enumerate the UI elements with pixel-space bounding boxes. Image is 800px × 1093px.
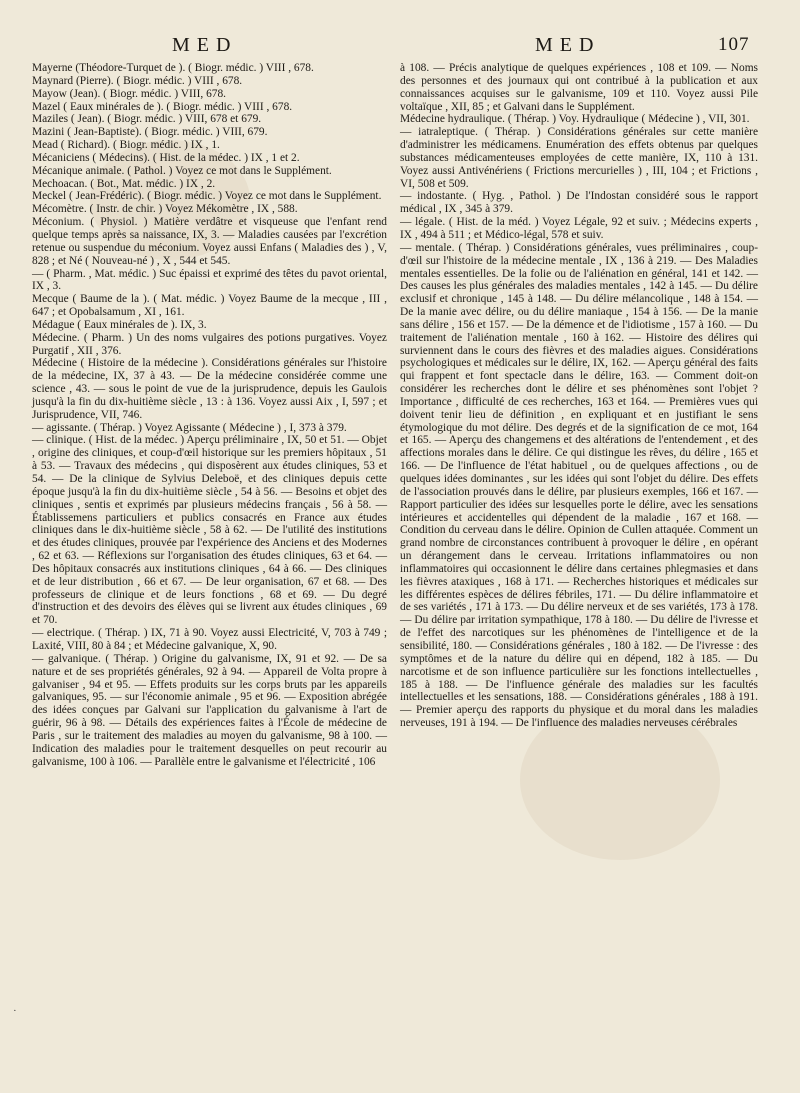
index-entry: Médecine ( Histoire de la médecine ). Considérations générales sur l'histoire de la médecine, IX, 37 à 43. — De la médecine considérée comme une science , 43. — sous le point de vue de la jurisprudence, depuis les Gaulois jusqu'à la fin du dix-huitième siècle , 13 : à 136. Voyez aussi Aix , I, 597 ; et Jurisprudence, VII, 746. (32, 357, 387, 421)
running-head-right: MED (535, 34, 601, 56)
index-entry: Mecque ( Baume de la ). ( Mat. médic. ) Voyez Baume de la mecque , III , 647 ; et Opobalsamum , XI , 161. (32, 293, 387, 319)
index-entry: — agissante. ( Thérap. ) Voyez Agissante ( Médecine ) , I, 373 à 379. (32, 421, 347, 434)
index-entry: Mécomètre. ( Instr. de chir. ) Voyez Mékomètre , IX , 588. (32, 203, 298, 216)
index-entry: — ( Pharm. , Mat. médic. ) Suc épaissi et exprimé des têtes du pavot oriental, IX , 3. (32, 267, 387, 293)
index-entry: Mécanique animale. ( Pathol. ) Voyez ce mot dans le Supplément. (32, 164, 332, 177)
index-entry: — clinique. ( Hist. de la médec. ) Aperçu préliminaire , IX, 50 et 51. — Objet , origine des cliniques, et coup-d'œil historique sur les premiers hôpitaux , 51 à 53. — Travaux des médecins , qui disposèrent aux études cliniques, 53 et 54. — De la clinique de Sylvius Deleboë, et des cliniques depuis cette époque jusqu'à la fin du dix-huitième siècle , 54 à 56. — Besoins et objet des cliniques , sentis et exprimés par plusieurs médecins français , 56 à 58. — Établissemens particuliers et publics consacrés en France aux études cliniques dans le dix-huitième siècle , 58 à 62. — De l'utilité des institutions et des études cliniques, prouvée par l'expérience des Anciens et des Modernes , 62 et 63. — Réflexions sur l'organisation des études cliniques, 63 et 64. — Des hôpitaux consacrés aux institutions cliniques , 64 à 66. — Des cliniques et de leur distribution , 66 et 67. — De leur organisation, 67 et 68. — Des professeurs de clinique et de leurs fonctions , 68 et 69. — Du degré d'instruction et des devoirs des élèves qui se livrent aux études cliniques , 69 et 70. (32, 434, 387, 627)
index-entry: Mazel ( Eaux minérales de ). ( Biogr. médic. ) VIII , 678. (32, 100, 293, 113)
running-head-left: MED (172, 34, 238, 56)
index-entry: Meckel ( Jean-Frédéric). ( Biogr. médic. ) Voyez ce mot dans le Supplément. (32, 190, 382, 203)
index-entry: Mécaniciens ( Médecins). ( Hist. de la médec. ) IX , 1 et 2. (32, 151, 300, 164)
index-column-left (32, 62, 387, 768)
index-entry: Mayerne (Théodore-Turquet de ). ( Biogr. médic. ) VIII , 678. (32, 62, 314, 74)
index-entry: — mentale. ( Thérap. ) Considérations générales, vues préliminaires , coup-d'œil sur l'histoire de la médecine mentale , IX , 136 à 219. — Des Maladies mentales essentielles. De la folie ou de l'aliénation en général, 141 et 142. — Des causes les plus générales des maladies mentales , 142 à 145. — Du délire exclusif et chronique , 145 à 148. — Du délire mélancolique , 148 à 154. — De la manie avec délire, ou du délire maniaque , 154 à 156. — De la manie sans délire , 156 et 157. — De la démence et de l'idiotisme , 157 à 160. — Du traitement de l'aliénation mentale , 160 à 162. — Histoire des délires qui surviennent dans le cours des fièvres et des maladies aigues. Considérations psychologiques et médicales sur le délire, IX, 162. — Aperçu général des faits qui frappent et font spectacle dans le délire, 163. — Comment doit-on considérer les recherches dont le délire et ses phénomènes sont l'objet ? Importance , difficulté de ces recherches, 163 et 164. — Premières vues qui doivent tenir lieu de définition , en expliquant et en justifiant le sens étymologique du mot délire. Des degrés et de la signification de ce mot, 164 et 165. — Aperçu des changemens et des altérations de l'entendement , et des affections morales dans le délire. Ce qui distingue les rêves, du délire , 165 et 166. — De l'influence de l'état habituel , ou de quelques affections , ou de quelques idées dominantes , sur les idées qui sont l'objet du délire. Des effets de l'association prouvés dans le délire, par plusieurs exemples, 166 et 167. — Rapport particulier des idées sur lesquelles porte le délire, avec les sensations intérieures et accidentelles qui dépendent de la maladie , 167 et 168. — Condition du cerveau dans le délire. Opinion de Cullen attaquée. Comment un grand nombre de circonstances contribuent à provoquer le délire , en opérant un dérangement dans le cerveau. Irritations inflammatoires ou non inflammatoires qui occasionnent le délire dans certaines phlegmasies et dans les fièvres ataxiques , 168 à 171. — Recherches historiques et médicales sur les différentes espèces de délires fébriles, 171. — Du délire inflammatoire et de ses variétés , 171 à 173. — Du délire nerveux et de ses variétés, 173 à 178. — Du délire par irritation sympathique, 178 à 180. — Du délire de l'ivresse et de l'effet des narcotiques sur les phénomènes de l'intelligence et de la sensibilité, 180. — Considérations générales , 180 à 182. — De l'ivresse : des symptômes et de la nature du délire qui en dépend, 182 à 185. — Du narcotisme et de son influence particulière sur les fonctions intellectuelles , 185 à 188. — De l'influence générale des maladies sur les facultés intellectuelles et les sensations, 188. — Considérations générales , 188 à 191. — Premier aperçu des rapports du physique et du moral dans les maladies nerveuses, 191 à 194. — De l'influence des maladies nerveuses cérébrales (400, 241, 758, 730)
running-head (0, 34, 800, 64)
margin-dot: · (13, 1005, 17, 1017)
index-entry: Maynard (Pierre). ( Biogr. médic. ) VIII , 678. (32, 74, 243, 87)
index-entry: Mechoacan. ( Bot., Mat. médic. ) IX , 2. (32, 177, 216, 190)
index-column-right (400, 62, 758, 730)
index-entry: — légale. ( Hist. de la méd. ) Voyez Légale, 92 et suiv. ; Médecins experts , IX , 494 à 511 ; et Médico-légal, 578 et suiv. (400, 216, 758, 241)
index-entry: à 108. — Précis analytique de quelques expériences , 108 et 109. — Noms des personnes et des journaux qui ont contribué à la publication et aux connaissances acquises sur le galvanisme, 109 et 110. Voyez aussi Pile voltaïque , XII, 85 ; et Galvani dans le Supplément. (400, 62, 758, 113)
index-entry: — indostante. ( Hyg. , Pathol. ) De l'Indostan considéré sous le rapport médical , IX , 345 à 379. (400, 190, 758, 216)
index-entry: Médecine. ( Pharm. ) Un des noms vulgaires des potions purgatives. Voyez Purgatif , XII , 376. (32, 331, 387, 357)
index-entry: — electrique. ( Thérap. ) IX, 71 à 90. Voyez aussi Electricité, V, 703 à 749 ; Laxité, VIII, 80 à 84 ; et Médecine galvanique, X, 90. (32, 627, 387, 652)
index-entry: Médecine hydraulique. ( Thérap. ) Voy. Hydraulique ( Médecine ) , VII, 301. (400, 113, 750, 126)
index-entry: Mead ( Richard). ( Biogr. médic. ) IX , 1. (32, 139, 220, 152)
index-entry: — galvanique. ( Thérap. ) Origine du galvanisme, IX, 91 et 92. — De sa nature et de ses propriétés générales, 92 à 94. — Appareil de Volta propre à galvaniser , 94 et 95. — Effets produits sur les corps bruts par les appareils galvaniques, 95. — sur l'économie animale , 95 et 96. — Exposition abrégée des idées conçues par Galvani sur l'application du galvanisme à l'art de guérir, 96 à 98. — Détails des expériences faites à l'École de médecine de Paris , sur le traitement des maladies au moyen du galvanisme, 98 à 100. — Indication des maladies pour le traitement desquelles on peut recourir au galvanisme, 100 à 106. — Parallèle entre le galvanisme et l'électricité , 106 (32, 652, 387, 768)
page-number: 107 (718, 34, 750, 55)
index-entry: Mazini ( Jean-Baptiste). ( Biogr. médic. ) VIII, 679. (32, 126, 268, 139)
index-entry: Maziles ( Jean). ( Biogr. médic. ) VIII, 678 et 679. (32, 113, 262, 126)
index-entry: Médague ( Eaux minérales de ). IX, 3. (32, 318, 207, 331)
index-entry: Méconium. ( Physiol. ) Matière verdâtre et visqueuse que l'enfant rend quelque temps après sa naissance, IX, 3. — Maladies causées par l'excrétion retenue ou suspendue du méconium. Voyez aussi Enfans ( Maladies des ) , V, 828 ; et Né ( Nouveau-né ) , X , 544 et 545. (32, 216, 387, 267)
index-entry: Mayow (Jean). ( Biogr. médic. ) VIII, 678. (32, 87, 227, 100)
index-entry: — iatraleptique. ( Thérap. ) Considérations générales sur cette manière d'administrer les médicamens. Enumération des effets obtenus par quelques substances médicamenteuses employées de cette manière, IX, 110 à 131. Voyez aussi Antivénériens ( Frictions mercurielles ) , III, 104 ; et Frictions , VI, 508 et 509. (400, 126, 758, 190)
